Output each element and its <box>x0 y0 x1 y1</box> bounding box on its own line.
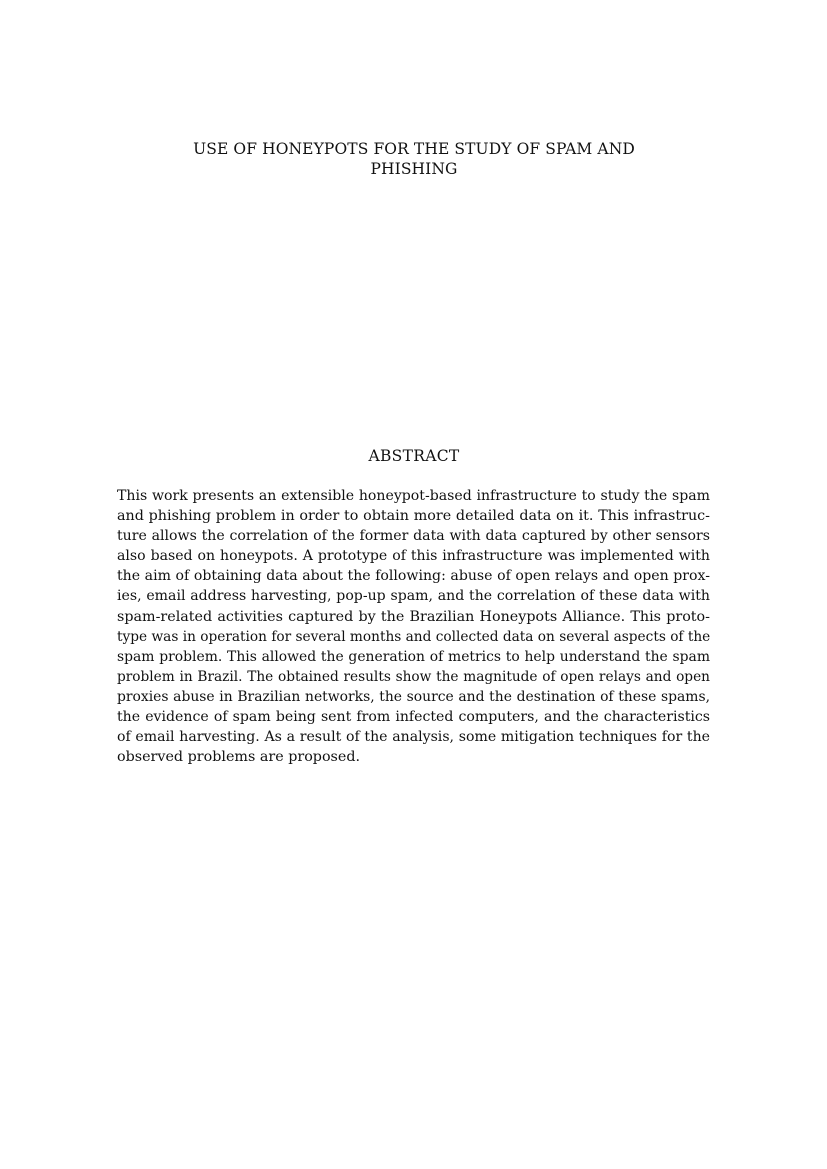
abstract-line: spam-related activities captured by the Brazilian Honeypots Alliance. This proto- <box>117 608 710 625</box>
abstract-line: also based on honeypots. A prototype of this infrastructure was implemented with <box>117 548 710 565</box>
abstract-line: the evidence of spam being sent from infected computers, and the characteristics <box>117 709 710 726</box>
abstract-line: observed problems are proposed. <box>117 749 361 766</box>
abstract-heading: ABSTRACT <box>368 447 460 465</box>
abstract-body <box>117 486 710 767</box>
abstract-line: This work presents an extensible honeypot-based infrastructure to study the spam <box>117 488 710 504</box>
abstract-line: type was in operation for several months and collected data on several aspects of the <box>117 628 710 645</box>
abstract-line: of email harvesting. As a result of the analysis, some mitigation techniques for the <box>117 729 710 746</box>
paper-title-line-2: PHISHING <box>370 160 458 178</box>
abstract-line: proxies abuse in Brazilian networks, the source and the destination of these spams, <box>117 688 710 705</box>
abstract-line: ies, email address harvesting, pop-up spam, and the correlation of these data with <box>117 588 710 605</box>
abstract-line: problem in Brazil. The obtained results show the magnitude of open relays and open <box>117 668 710 685</box>
abstract-line: spam problem. This allowed the generation of metrics to help understand the spam <box>117 648 710 665</box>
paper-title <box>117 139 711 179</box>
paper-title-line-1: USE OF HONEYPOTS FOR THE STUDY OF SPAM AND <box>193 140 635 158</box>
abstract-line: the aim of obtaining data about the following: abuse of open relays and open prox- <box>117 568 710 585</box>
abstract-line: and phishing problem in order to obtain more detailed data on it. This infrastruc- <box>117 508 710 525</box>
abstract-line: ture allows the correlation of the former data with data captured by other sensors <box>117 528 710 545</box>
